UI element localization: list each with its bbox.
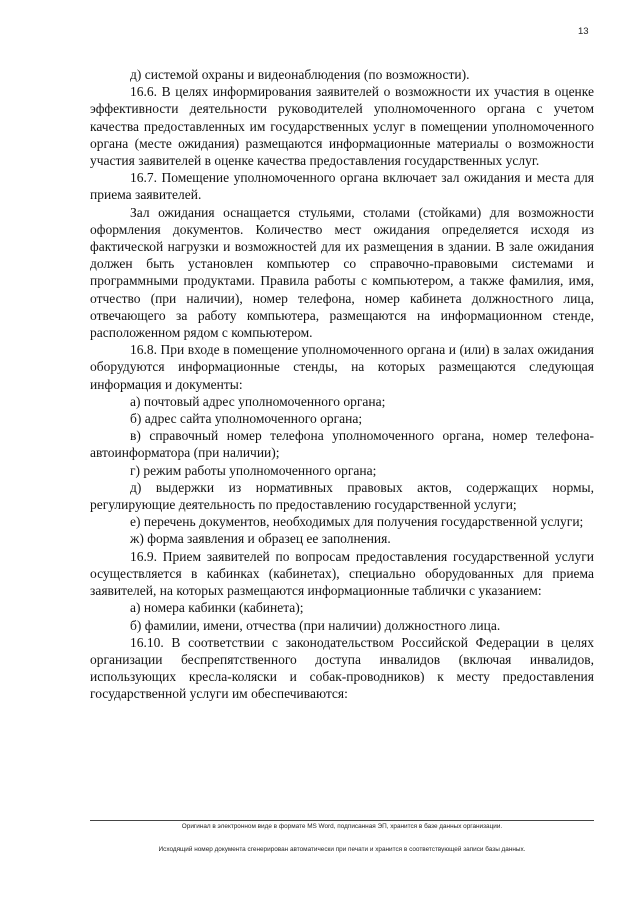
paragraph: д) системой охраны и видеонаблюдения (по возможности).	[130, 67, 470, 82]
paragraph: 16.8. При входе в помещение уполномоченного органа и (или) в залах ожидания оборудуются информационные стенды, на которых размещаются следующая информация и документы:	[90, 342, 594, 392]
list-item: а) почтовый адрес уполномоченного органа;	[130, 393, 386, 409]
footer-note-original: Оригинал в электронном виде в формате MS Word, подписанная ЭП, хранится в базе данных организации.	[181, 823, 503, 830]
list-item: д) выдержки из нормативных правовых актов, содержащих нормы, регулирующие деятельность по предоставлению государственной услуги;	[90, 479, 594, 513]
list-item: е) перечень документов, необходимых для получения государственной услуги;	[130, 514, 584, 530]
list-item: б) адрес сайта уполномоченного органа;	[130, 411, 363, 427]
footer-divider	[90, 820, 594, 821]
paragraph: 16.9. Прием заявителей по вопросам предоставления государственной услуги осуществляется в кабинках (кабинетах), специально оборудованных для приема заявителей, на которых размещаются информационные таблички с указанием:	[90, 548, 594, 599]
footer-note-number: Исходящий номер документа сгенерирован автоматически при печати и хранится в соответствующей записи базы данных.	[158, 846, 526, 853]
paragraph: 16.7. Помещение уполномоченного органа включает зал ожидания и места для приема заявителей.	[90, 170, 594, 203]
list-item: б) фамилии, имени, отчества (при наличии) должностного лица.	[130, 617, 501, 633]
paragraph: 16.10. В соответствии с законодательством Российской Федерации в целях организации беспрепятственного доступа инвалидов (включая инвалидов, использующих кресла-коляски и собак-проводников) к месту предоставления государственной услуги им обеспечиваются:	[90, 634, 594, 702]
list-item: г) режим работы уполномоченного органа;	[130, 462, 377, 478]
paragraph: 16.6. В целях информирования заявителей о возможности их участия в оценке эффективности деятельности руководителей уполномоченного органа с учетом качества предоставленных им государственных услуг в помещении уполномоченного органа (месте ожидания) размещаются информационные материалы о возможности участия заявителей в оценке качества предоставления государственных услуг.	[90, 84, 594, 169]
list-item: ж) форма заявления и образец ее заполнения.	[130, 531, 391, 547]
list-item: а) номера кабинки (кабинета);	[130, 600, 304, 616]
page-number: 13	[578, 26, 589, 37]
document-body	[90, 66, 594, 703]
list-item: в) справочный номер телефона уполномоченного органа, номер телефона-автоинформатора (при наличии);	[90, 428, 594, 461]
paragraph: Зал ожидания оснащается стульями, столами (стойками) для возможности оформления документов. Количество мест ожидания определяется исходя из фактической нагрузки и возможностей для их размещения в здании. В зале ожидания должен быть установлен компьютер со справочно-правовыми системами и программными продуктами. Правила работы с компьютером, а также фамилия, имя, отчество (при наличии), номер телефона, номер кабинета должностного лица, отвечающего за работу компьютера, размещаются на информационном стенде, расположенном рядом с компьютером.	[90, 204, 594, 341]
